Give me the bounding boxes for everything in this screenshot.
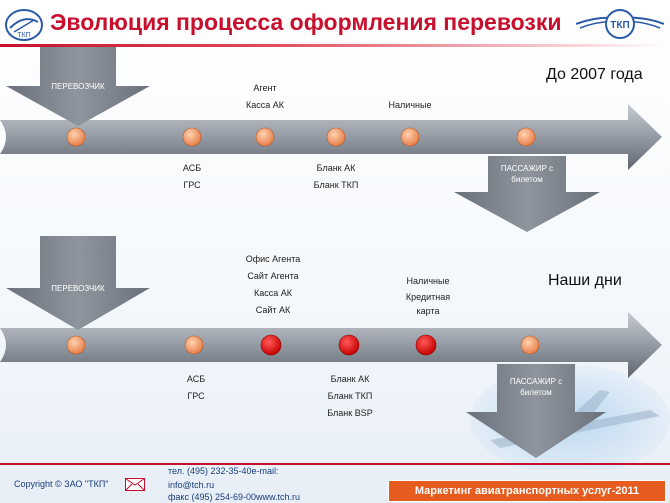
node-s2-passenger xyxy=(521,336,539,354)
label-s1-cash: Наличные xyxy=(388,100,432,110)
carrier-label-2: ПЕРЕВОЗЧИК xyxy=(51,284,105,293)
label-s1-blanks: Бланк АК Бланк ТКП xyxy=(313,163,359,190)
era-label-2: Наши дни xyxy=(548,272,622,289)
page-title: Эволюция процесса оформления перевозки xyxy=(50,9,562,35)
label-s2-asb-grs: АСБ ГРС xyxy=(186,374,206,401)
node-s1-agent xyxy=(256,128,274,146)
node-s2-payment xyxy=(416,335,436,355)
passenger-label-2: ПАССАЖИР с билетом xyxy=(509,377,563,397)
era-label-1: До 2007 года xyxy=(546,66,643,83)
node-s1-cash xyxy=(401,128,419,146)
contact-line-3[interactable]: факс (495) 254-69-00www.tch.ru xyxy=(168,492,301,502)
passenger-label-1: ПАССАЖИР с билетом xyxy=(500,164,554,184)
node-s2-blank xyxy=(339,335,359,355)
node-s2-agent xyxy=(261,335,281,355)
label-s1-asb-grs: АСБ ГРС xyxy=(182,163,202,190)
envelope-icon xyxy=(125,478,145,491)
contact-line-1: тел. (495) 232-35-40е-mail: xyxy=(168,466,279,476)
carrier-label-1: ПЕРЕВОЗЧИК xyxy=(51,82,105,91)
label-s1-agent: Агент Касса АК xyxy=(246,83,284,110)
node-s1-blank xyxy=(327,128,345,146)
copyright-text: Copyright © ЗАО "ТКП" xyxy=(14,479,109,489)
label-s2-blanks: Бланк АК Бланк ТКП Бланк BSP xyxy=(327,374,373,418)
label-s2-agent-channels: Офис Агента Сайт Агента Касса АК Сайт АК xyxy=(245,254,301,315)
contact-email[interactable]: info@tch.ru xyxy=(168,480,215,490)
logo-left-text: ТКП xyxy=(17,32,31,39)
footer-divider xyxy=(0,463,670,465)
conference-banner: Маркетинг авиатранспортных услуг-2011 xyxy=(388,480,666,502)
node-s1-passenger xyxy=(517,128,535,146)
label-s2-payment: Наличные Кредитная карта xyxy=(405,276,451,316)
node-s1-carrier xyxy=(67,128,85,146)
node-s2-carrier xyxy=(67,336,85,354)
logo-right-text: ТКП xyxy=(610,20,630,31)
node-s1-asb xyxy=(183,128,201,146)
node-s2-asb xyxy=(185,336,203,354)
